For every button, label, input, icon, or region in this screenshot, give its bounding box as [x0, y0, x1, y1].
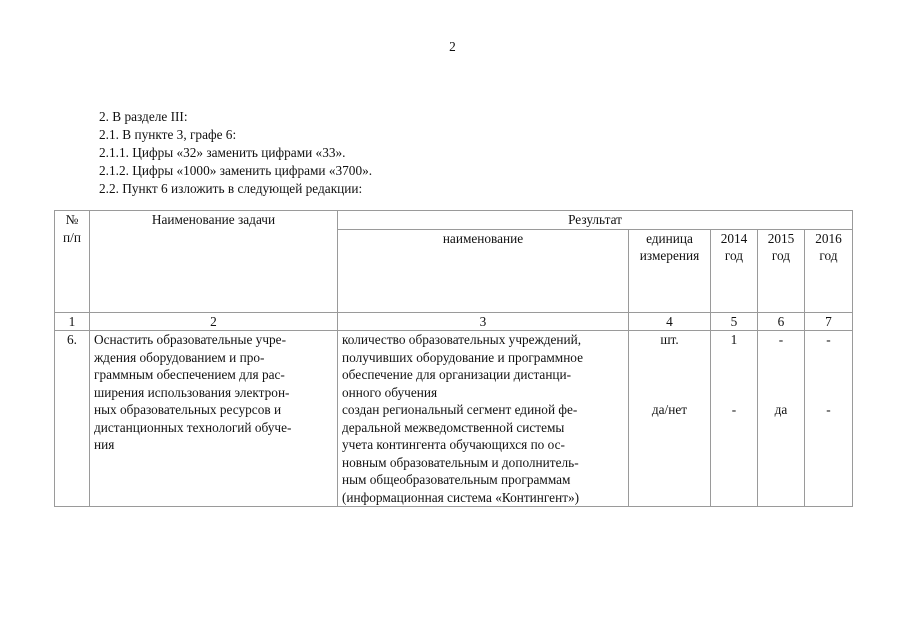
header-name: наименование: [338, 229, 629, 312]
row-number: 6.: [55, 331, 90, 507]
intro-line: 2.1.1. Цифры «32» заменить цифрами «33».: [99, 145, 346, 160]
column-number: 7: [805, 312, 853, 331]
header-result: Результат: [338, 211, 853, 230]
intro-line: 2.1.2. Цифры «1000» заменить цифрами «3700».: [99, 163, 373, 178]
result-description: количество образовательных учреждений, получивших оборудование и программное обеспечение для организации дистанци- онного обучения создан региональный сегмент единой фе- деральной межведомственной системы учета контингента обучающихся по ос- новным образовательным и дополнитель- ным общеобразовательным программам (информационная система «Контингент»): [338, 331, 629, 507]
value-2015: - да: [758, 331, 805, 507]
intro-line: 2. В разделе III:: [99, 109, 188, 124]
column-number: 3: [338, 312, 629, 331]
intro-line: 2.1. В пункте 3, графе 6:: [99, 127, 237, 142]
column-numbers-row: [55, 312, 853, 331]
header-2016: 2016 год: [805, 229, 853, 312]
column-number: 6: [758, 312, 805, 331]
header-unit: единица измерения: [629, 229, 711, 312]
header-2015: 2015 год: [758, 229, 805, 312]
header-task: Наименование задачи: [90, 211, 338, 313]
column-number: 5: [711, 312, 758, 331]
header-2014: 2014 год: [711, 229, 758, 312]
intro-line: 2.2. Пункт 6 изложить в следующей редакции:: [99, 181, 363, 196]
header-number: № п/п: [55, 211, 90, 313]
value-2016: - -: [805, 331, 853, 507]
column-number: 4: [629, 312, 711, 331]
column-number: 2: [90, 312, 338, 331]
page-number: 2: [449, 39, 456, 54]
table-row: [55, 331, 853, 507]
value-2014: 1 -: [711, 331, 758, 507]
column-number: 1: [55, 312, 90, 331]
results-table: [54, 210, 853, 507]
intro-text: [99, 108, 799, 198]
unit-values: шт. да/нет: [629, 331, 711, 507]
table-header-row: [55, 211, 853, 230]
task-description: Оснастить образовательные учре- ждения оборудованием и про- граммным обеспечением для рас- ширения использования электрон- ных образовательных ресурсов и дистанционных технологий обуче- ния: [90, 331, 338, 507]
